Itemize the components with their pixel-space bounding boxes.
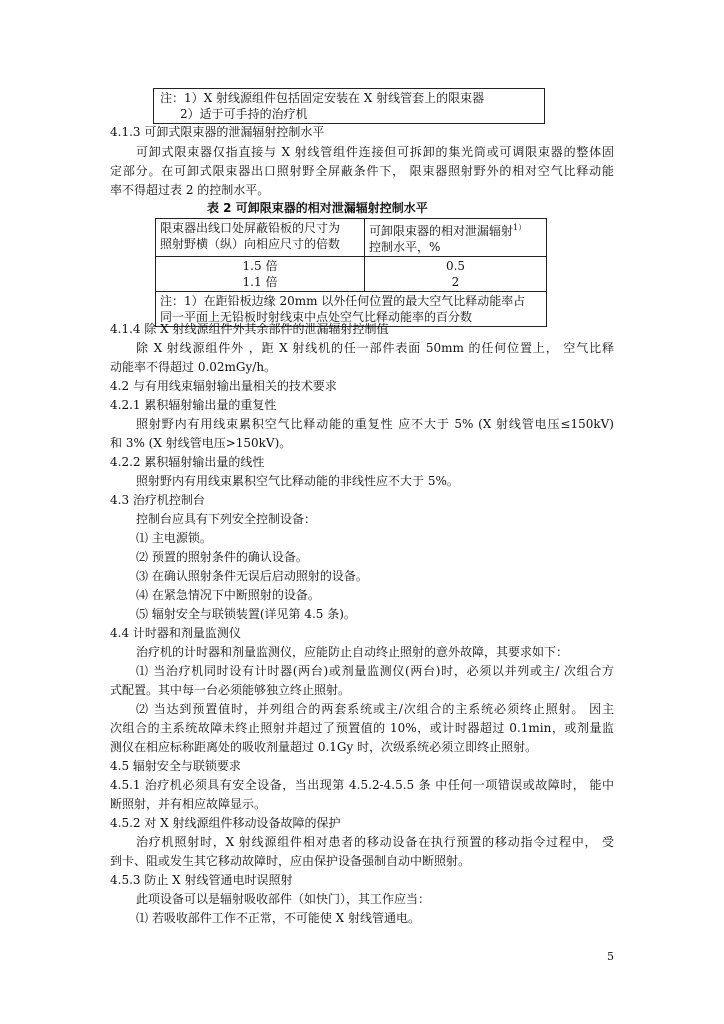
header-right-footnote-mark: 1） bbox=[513, 223, 527, 232]
section-4-5-heading: 4.5 辐射安全与联锁要求 bbox=[110, 759, 241, 773]
header-left-line-2: 照射野横（纵）向相应尺寸的倍数 bbox=[160, 237, 341, 251]
top-note-box bbox=[153, 88, 545, 124]
section-4-1-3-heading: 4.1.3 可卸式限束器的泄漏辐射控制水平 bbox=[110, 125, 325, 139]
table-header-row bbox=[156, 219, 547, 257]
section-4-4-para-line-5: 次组合的主系统故障未终止照射并超过了预置值的 10%，或计时器超过 0.1min，或剂量监 bbox=[110, 721, 614, 735]
table-row bbox=[156, 257, 547, 292]
section-4-5-3-para-line-2: ⑴ 若吸收部件工作不正常，不可能使 X 射线管通电。 bbox=[136, 911, 420, 925]
section-4-2-heading: 4.2 与有用线束辐射输出量相关的技术要求 bbox=[110, 379, 337, 393]
list-item: ⑵ 预置的照射条件的确认设备。 bbox=[136, 550, 308, 564]
section-4-3-intro: 控制台应具有下列安全控制设备： bbox=[136, 512, 317, 526]
section-4-4-para-line-6: 测仪在相应标称距离处的吸收剂量超过 0.1Gy 时，次级系统必须立即终止照射。 bbox=[110, 740, 538, 754]
list-item: ⑴ 主电源锁。 bbox=[136, 531, 212, 545]
list-item: ⑷ 在紧急情况下中断照射的设备。 bbox=[136, 588, 320, 602]
section-4-1-4-para-line-2: 动能率不得超过 0.02mGy/h。 bbox=[110, 360, 277, 374]
section-4-2-1-para-line-1: 照射野内有用线束累积空气比释动能的重复性 应不大于 5% (X 射线管电压≤150kV) bbox=[136, 417, 614, 431]
top-note-line-1: 注：1）X 射线源组件包括固定安装在 X 射线管套上的限束器 bbox=[160, 91, 485, 105]
header-right-line-1: 可卸限束器的相对泄漏辐射 bbox=[369, 224, 514, 238]
table-data-right bbox=[365, 257, 547, 292]
section-4-4-para-line-4: ⑵ 当达到预置值时，并列组合的两套系统或主/次组合的主系统必须终止照射。 因主 bbox=[136, 702, 614, 716]
section-4-2-1-heading: 4.2.1 累积辐射输出量的重复性 bbox=[110, 398, 277, 412]
section-4-5-1-para-line-2: 断照射，并有相应故障显示。 bbox=[110, 797, 267, 811]
section-4-2-2-para-line-1: 照射野内有用线束累积空气比释动能的非线性应不大于 5%。 bbox=[136, 474, 459, 488]
table-data-left bbox=[156, 257, 365, 292]
top-note-line-2: 2）适于可手持的治疗机 bbox=[180, 107, 308, 121]
section-4-1-4-heading: 4.1.4 除 X 射线源组件外其余部件的泄漏辐射控制值 bbox=[110, 322, 389, 336]
section-4-2-1-para-line-2: 和 3% (X 射线管电压>150kV)。 bbox=[110, 436, 292, 450]
section-4-5-1-para-line-1: 4.5.1 治疗机必须具有安全设备，当出现第 4.5.2-4.5.5 条 中任何一项错误或故障时， 能中 bbox=[110, 778, 614, 792]
header-left-line-1: 限束器出线口处屏蔽铅板的尺寸为 bbox=[160, 221, 341, 235]
section-4-2-2-heading: 4.2.2 累积辐射输出量的线性 bbox=[110, 455, 265, 469]
section-4-4-para-line-1: 治疗机的计时器和剂量监测仪，应能防止自动终止照射的意外故障，其要求如下： bbox=[136, 645, 569, 659]
section-4-4-para-line-3: 式配置。其中每一台必须能够独立终止照射。 bbox=[110, 683, 351, 697]
table-note-line-2: 同一平面上无铅板时射线束中点处空气比释动能率的百分数 bbox=[160, 310, 473, 324]
table-header-right bbox=[365, 219, 547, 257]
row-1-level: 0.5 bbox=[445, 259, 466, 273]
section-4-5-3-heading: 4.5.3 防止 X 射线管通电时误照射 bbox=[110, 873, 293, 887]
section-4-4-heading: 4.4 计时器和剂量监测仪 bbox=[110, 626, 241, 640]
page-number: 5 bbox=[607, 950, 614, 963]
section-4-1-4-para-line-1: 除 X 射线源组件外 ，距 X 射线机的任一部件表面 50mm 的任何位置上， 空气比释 bbox=[136, 341, 614, 355]
section-4-4-para-line-2: ⑴ 当治疗机同时设有计时器(两台)或剂量监测仪(两台)时，必须以并列或主/ 次组合方 bbox=[136, 664, 614, 678]
header-right-line-2: 控制水平，% bbox=[369, 240, 441, 254]
row-2-level: 2 bbox=[451, 275, 460, 289]
table-header-left bbox=[156, 219, 365, 257]
section-4-5-2-heading: 4.5.2 对 X 射线源组件移动设备故障的保护 bbox=[110, 816, 341, 830]
table-note-line-1: 注：1）在距铅板边缘 20mm 以外任何位置的最大空气比释动能率占 bbox=[160, 294, 526, 308]
section-4-1-3-para-line-3: 率不得超过表 2 的控制水平。 bbox=[110, 183, 270, 197]
list-item: ⑸ 辐射安全与联锁装置(详见第 4.5 条)。 bbox=[136, 607, 356, 621]
list-item: ⑶ 在确认照射条件无误后启动照射的设备。 bbox=[136, 569, 368, 583]
section-4-5-2-para-line-2: 到卡、阻或发生其它移动故障时，应由保护设备强制自动中断照射。 bbox=[110, 854, 471, 868]
table-2 bbox=[155, 218, 547, 327]
row-2-multiple: 1.1 倍 bbox=[242, 275, 278, 289]
section-4-5-3-para-line-1: 此项设备可以是辐射吸收部件（如快门），其工作应当： bbox=[136, 892, 431, 906]
table-2-caption: 表 2 可卸限束器的相对泄漏辐射控制水平 bbox=[207, 201, 428, 215]
section-4-1-3-para-line-1: 可卸式限束器仅指直接与 X 射线管组件连接但可拆卸的集光筒或可调限束器的整体固 bbox=[136, 145, 614, 159]
section-4-5-2-para-line-1: 治疗机照射时，X 射线源组件相对患者的移动设备在执行预置的移动指令过程中， 受 bbox=[136, 835, 614, 849]
section-4-3-heading: 4.3 治疗机控制台 bbox=[110, 493, 205, 507]
row-1-multiple: 1.5 倍 bbox=[242, 259, 278, 273]
section-4-1-3-para-line-2: 定部分。在可卸式限束器出口照射野全屏蔽条件下， 限束器照射野外的相对空气比释动能 bbox=[110, 164, 614, 178]
